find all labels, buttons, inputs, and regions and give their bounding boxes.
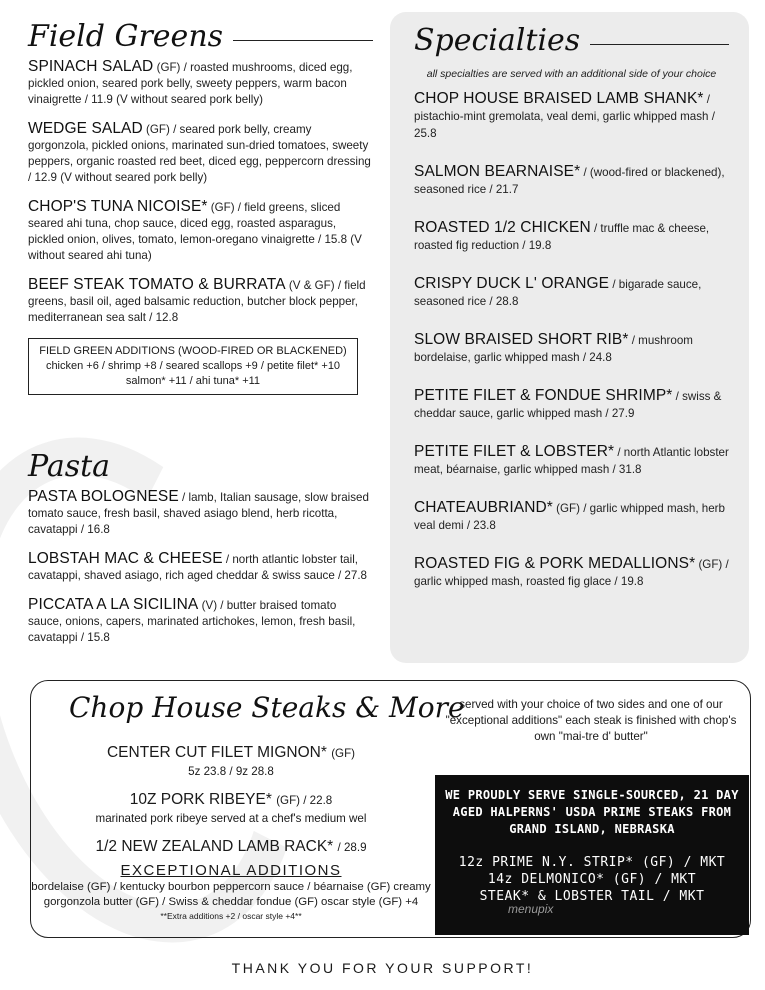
item-desc: (GF) / garlic whipped mash, herb veal demi / 23.8 [414, 502, 725, 532]
prime-steaks-box [435, 775, 749, 935]
menu-item [28, 120, 373, 186]
steak-item [31, 743, 431, 764]
item-name: CRISPY DUCK L' ORANGE [414, 275, 610, 292]
item-desc: (GF) / roasted mushrooms, diced egg, pickled onion, seared pork belly, sweety peppers, warm bacon vinaigrette / 11.9 (V without seared pork belly) [28, 61, 353, 106]
item-name: ROASTED 1/2 CHICKEN [414, 219, 591, 236]
item-desc: (V) / butter braised tomato sauce, onions, capers, marinated artichokes, lemon, fresh basil, cavatappi / 15.8 [28, 599, 356, 644]
pasta-header [28, 444, 373, 488]
steak-item [31, 837, 431, 858]
item-desc: / bigarade sauce, seasoned rice / 28.8 [414, 278, 702, 308]
steak-name: CENTER CUT FILET MIGNON* [106, 744, 327, 761]
item-name: CHOP'S TUNA NICOISE* [28, 198, 208, 215]
menu-item [28, 596, 373, 646]
steak-tag: (GF) / 22.8 [276, 794, 333, 807]
specialties-note: all specialties are served with an additional side of your choice [426, 68, 717, 80]
specialty-item [414, 331, 729, 366]
heading-rule [590, 44, 729, 45]
item-name: LOBSTAH MAC & CHEESE [28, 550, 223, 567]
exceptional-additions-title: EXCEPTIONAL ADDITIONS [120, 862, 342, 879]
item-name: PICCATA A LA SICILINA [28, 596, 199, 613]
specialty-item [414, 275, 729, 310]
steak-item [31, 790, 431, 811]
item-desc: / (wood-fired or blackened), seasoned rice / 21.7 [414, 166, 725, 196]
item-desc: / truffle mac & cheese, roasted fig reduction / 19.8 [414, 222, 710, 252]
item-name: CHOP HOUSE BRAISED LAMB SHANK* [414, 90, 704, 107]
item-name: CHATEAUBRIAND* [414, 499, 553, 516]
prime-steak-item: 12z PRIME N.Y. STRIP* (GF) / MKT [458, 855, 726, 870]
item-desc: / north Atlantic lobster meat, béarnaise, garlic whipped mash / 31.8 [414, 446, 729, 476]
prime-steaks-list [435, 854, 749, 905]
heading-rule [233, 40, 373, 41]
item-desc: / lamb, Italian sausage, slow braised tomato sauce, fresh basil, shaved asiago blend, herb ricotta, cavatappi / 16.8 [28, 491, 369, 536]
served-note: served with your choice of two sides and one of our "exceptional additions" each steak is finished with chop's own "mai-tre d' butter" [445, 698, 737, 743]
menu-item [28, 198, 373, 264]
prime-steak-item: 14z DELMONICO* (GF) / MKT [487, 872, 697, 887]
item-desc: (GF) / field greens, sliced seared ahi tuna, chop sauce, diced egg, roasted asparagus, pickled onion, olives, tomato, lemon-oregano vinaigrette / 15.8 (V without seared ahi tuna) [28, 201, 362, 262]
steak-tag: / 28.9 [337, 841, 367, 854]
field-greens-section [28, 14, 373, 409]
footer-thanks: THANK YOU FOR YOUR SUPPORT! [231, 960, 534, 976]
exceptional-additions-text: bordelaise (GF) / kentucky bourbon peppercorn sauce / béarnaise (GF) creamy gorgonzola butter (GF) / Swiss & cheddar fondue (GF) oscar style (GF) +4 [31, 881, 431, 908]
item-name: PETITE FILET & LOBSTER* [414, 443, 615, 460]
specialty-item [414, 555, 729, 590]
field-green-additions-box [28, 338, 358, 395]
prime-steak-item: STEAK* & LOBSTER TAIL / MKT [479, 889, 705, 904]
menu-item [28, 550, 373, 584]
watermark: menupix [508, 902, 554, 916]
steaks-heading: Chop House Steaks & More [69, 691, 465, 724]
item-name: ROASTED FIG & PORK MEDALLIONS* [414, 555, 696, 572]
steak-tag: (GF) [331, 747, 356, 760]
prime-steaks-heading: WE PROUDLY SERVE SINGLE-SOURCED, 21 DAY AGED HALPERNS' USDA PRIME STEAKS FROM GRAND ISLAND, NEBRASKA [445, 788, 739, 836]
specialties-heading: Specialties [414, 22, 581, 58]
field-greens-header [28, 14, 373, 58]
item-name: PETITE FILET & FONDUE SHRIMP* [414, 387, 673, 404]
steak-desc: 5z 23.8 / 9z 28.8 [188, 765, 274, 778]
item-name: PASTA BOLOGNESE [28, 488, 179, 505]
additions-title: FIELD GREEN ADDITIONS (WOOD-FIRED OR BLACKENED) [39, 345, 347, 357]
item-name: SLOW BRAISED SHORT RIB* [414, 331, 629, 348]
specialty-item [414, 499, 729, 534]
specialty-item [414, 387, 729, 422]
pasta-heading: Pasta [28, 448, 111, 484]
menu-item [28, 58, 373, 108]
item-name: BEEF STEAK TOMATO & BURRATA [28, 276, 286, 293]
menu-item [28, 276, 373, 326]
specialties-header [414, 18, 729, 62]
specialty-item [414, 163, 729, 198]
specialty-item [414, 219, 729, 254]
item-desc: (GF) / seared pork belly, creamy gorgonzola, pickled onions, marinated sun-dried tomatoes, sweety peppers, organic roasted red beet, diced egg, peppercorn dressing / 12.9 (V without seared pork belly) [28, 123, 371, 184]
specialties-panel [390, 12, 749, 663]
field-greens-heading: Field Greens [28, 18, 224, 54]
item-name: SALMON BEARNAISE* [414, 163, 581, 180]
item-name: SPINACH SALAD [28, 58, 154, 75]
steak-desc: marinated pork ribeye served at a chef's medium wel [95, 812, 367, 825]
menu-item [28, 488, 373, 538]
steaks-box [30, 680, 751, 938]
additions-text: chicken +6 / shrimp +8 / seared scallops +9 / petite filet* +10 salmon* +11 / ahi tuna* +11 [45, 360, 341, 387]
item-desc: / pistachio-mint gremolata, veal demi, garlic whipped mash / 25.8 [414, 93, 715, 140]
item-desc: / swiss & cheddar sauce, garlic whipped mash / 27.9 [414, 390, 722, 420]
item-name: WEDGE SALAD [28, 120, 143, 137]
pasta-section [28, 444, 373, 658]
specialty-item [414, 443, 729, 478]
steaks-list [31, 743, 431, 923]
item-desc: (V & GF) / field greens, basil oil, aged balsamic reduction, butcher block pepper, mediterranean sea salt / 12.8 [28, 279, 366, 324]
item-desc: (GF) / garlic whipped mash, roasted fig glace / 19.8 [414, 558, 729, 588]
steak-name: 10Z PORK RIBEYE* [129, 791, 272, 808]
item-desc: / mushroom bordelaise, garlic whipped mash / 24.8 [414, 334, 693, 364]
specialty-item [414, 90, 729, 142]
item-desc: / north atlantic lobster tail, cavatappi, shaved asiago, rich aged cheddar & swiss sauce / 27.8 [28, 553, 367, 582]
steak-name: 1/2 NEW ZEALAND LAMB RACK* [95, 838, 334, 855]
exceptional-additions-note: **Extra additions +2 / oscar style +4** [160, 911, 302, 921]
